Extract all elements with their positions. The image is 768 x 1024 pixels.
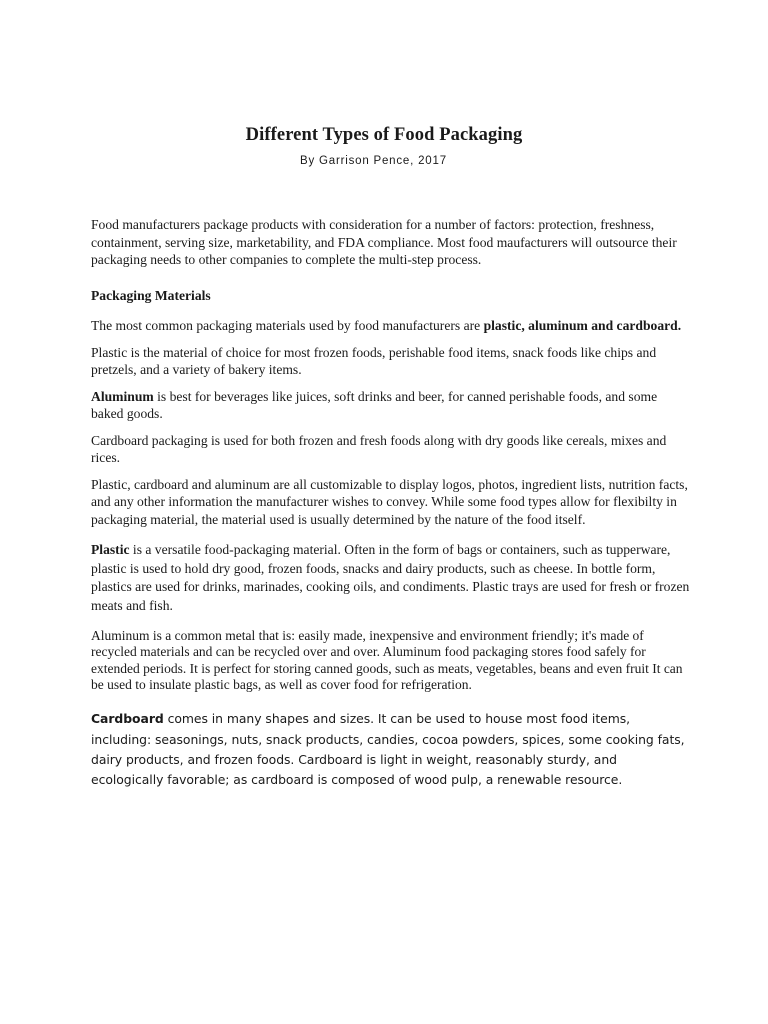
common-materials-text: The most common packaging materials used by food manufacturers are <box>91 318 484 333</box>
document-body <box>91 216 691 791</box>
plastic-detail-paragraph <box>91 541 691 615</box>
aluminum-detail-paragraph: Aluminum is a common metal that is: easily made, inexpensive and environment friendly; it's made of recycled materials and can be recycled over and over. Aluminum food packaging stores food safely for extended periods. It is perfect for storing canned goods, such as meats, vegetables, beans and even fruit It can be used to insulate plastic bags, as well as cover food for refrigeration. <box>91 628 683 692</box>
plastic-paragraph: Plastic is the material of choice for most frozen foods, perishable food items, snack foods like chips and pretzels, and a variety of bakery items. <box>91 344 657 377</box>
cardboard-detail-text: comes in many shapes and sizes. It can be used to house most food items, including: seasonings, nuts, snack products, candies, cocoa powders, spices, some cooking fats, dairy products, and frozen foods. Cardboard is light in weight, reasonably sturdy, and ecologically favorable; as cardboard is composed of wood pulp, a renewable resource. <box>91 711 685 788</box>
cardboard-paragraph: Cardboard packaging is used for both frozen and fresh foods along with dry goods like cereals, mixes and rices. <box>91 432 667 465</box>
common-materials-paragraph <box>91 317 691 335</box>
cardboard-detail-paragraph <box>91 709 691 791</box>
plastic-detail-bold: Plastic <box>91 542 130 557</box>
section-heading: Packaging Materials <box>91 287 211 303</box>
document-title: Different Types of Food Packaging <box>245 125 523 145</box>
cardboard-detail-bold: Cardboard <box>91 711 164 727</box>
aluminum-bold: Aluminum <box>91 388 154 404</box>
customizable-paragraph: Plastic, cardboard and aluminum are all customizable to display logos, photos, ingredient lists, nutrition facts, and any other information the manufacturer wishes to convey. While some food types allow for flexibilty in packaging material, the material used is usually determined by the nature of the food itself. <box>91 476 688 527</box>
aluminum-text: is best for beverages like juices, soft drinks and beer, for canned perishable foods, and some baked goods. <box>91 388 658 421</box>
intro-paragraph: Food manufacturers package products with consideration for a number of factors: protection, freshness, containment, serving size, marketability, and FDA compliance. Most food maufacturers will outsource their packaging needs to other companies to complete the multi-step process. <box>91 217 677 267</box>
document-byline: By Garrison Pence, 2017 <box>300 155 447 167</box>
common-materials-bold: plastic, aluminum and cardboard. <box>483 318 682 333</box>
plastic-detail-text: is a versatile food-packaging material. Often in the form of bags or containers, such as tupperware, plastic is used to hold dry good, frozen foods, snacks and dairy products, such as cheese. In bottle form, plastics are used for drinks, marinades, cooking oils, and condiments. Plastic trays are used for fresh or frozen meats and fish. <box>91 542 690 613</box>
aluminum-paragraph <box>91 388 691 423</box>
